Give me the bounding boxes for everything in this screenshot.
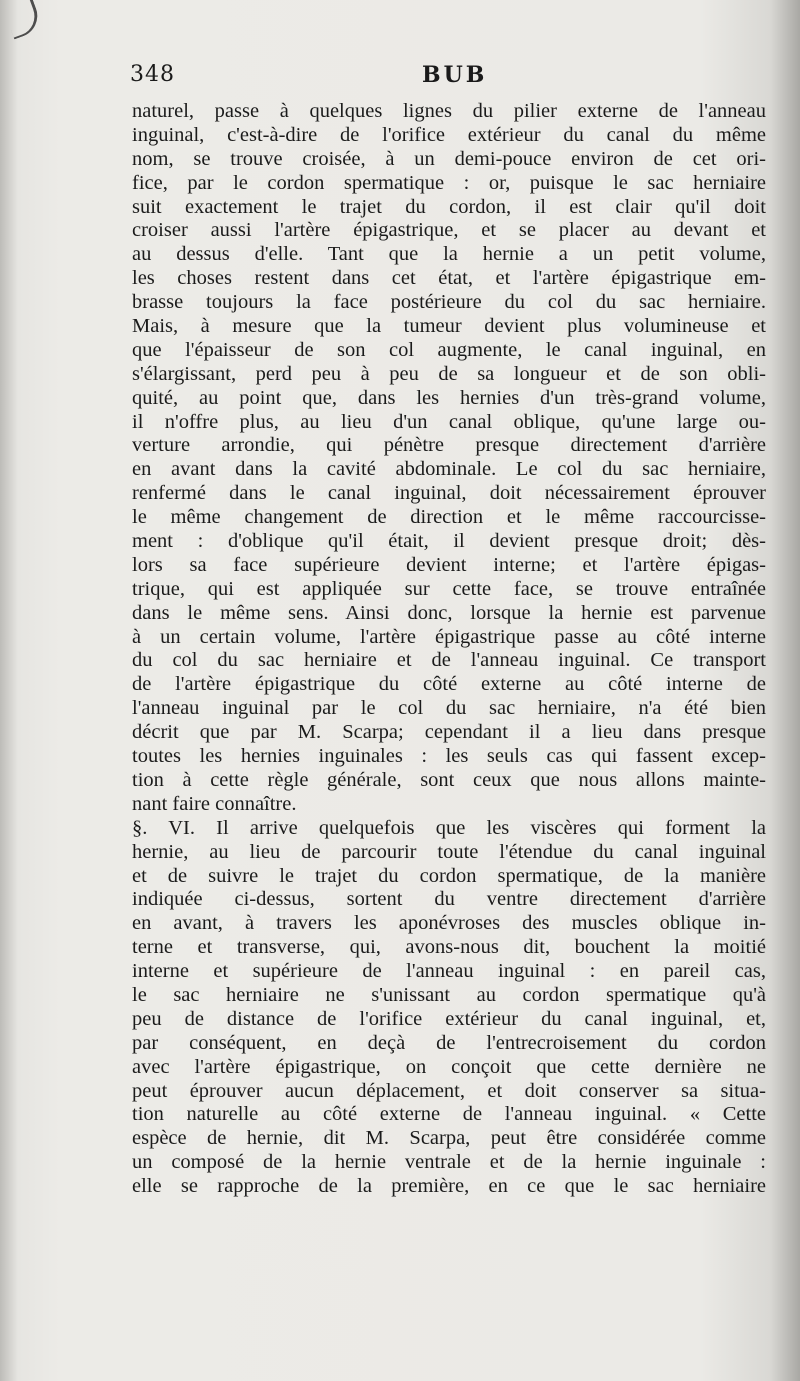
- corner-ink-mark: [0, 0, 43, 39]
- text-line: toutes les hernies inguinales : les seuls cas qui fassent excep-: [132, 745, 766, 768]
- text-line: avec l'artère épigastrique, on conçoit que cette dernière ne: [132, 1055, 766, 1078]
- paragraph-last-line: nant faire connaître.: [132, 792, 297, 815]
- text-line: à un certain volume, l'artère épigastrique passe au côté interne: [132, 625, 766, 648]
- text-line: inguinal, c'est-à-dire de l'orifice extérieur du canal du même: [132, 123, 766, 146]
- text-line: naturel, passe à quelques lignes du pilier externe de l'anneau: [132, 100, 766, 122]
- text-line: peut éprouver aucun déplacement, et doit conserver sa situa-: [132, 1079, 766, 1102]
- text-line: les choses restent dans cet état, et l'artère épigastrique em-: [132, 267, 766, 290]
- page-number: 348: [130, 62, 175, 87]
- page-header: [130, 62, 770, 92]
- text-line: croiser aussi l'artère épigastrique, et se placer au devant et: [132, 219, 766, 242]
- text-line: §. VI. Il arrive quelquefois que les viscères qui forment la: [132, 816, 766, 839]
- text-line: elle se rapproche de la première, en ce que le sac herniaire: [132, 1175, 766, 1198]
- text-line: et de suivre le trajet du cordon spermatique, de la manière: [132, 864, 766, 887]
- text-line: Mais, à mesure que la tumeur devient plus volumineuse et: [132, 315, 766, 338]
- text-line: dans le même sens. Ainsi donc, lorsque la hernie est parvenue: [132, 601, 766, 624]
- text-line: peu de distance de l'orifice extérieur du canal inguinal, et,: [132, 1007, 766, 1030]
- text-line: décrit que par M. Scarpa; cependant il a lieu dans presque: [132, 721, 766, 744]
- text-line: il n'offre plus, au lieu d'un canal oblique, qu'une large ou-: [132, 410, 766, 433]
- text-line: espèce de hernie, dit M. Scarpa, peut être considérée comme: [132, 1127, 766, 1150]
- text-line: le même changement de direction et le même raccourcisse-: [132, 506, 766, 529]
- text-line: en avant, à travers les aponévroses des muscles oblique in-: [132, 912, 766, 935]
- text-line: quité, au point que, dans les hernies d'un très-grand volume,: [132, 386, 766, 409]
- text-line: interne et supérieure de l'anneau inguinal : en pareil cas,: [132, 960, 766, 983]
- text-line: tion à cette règle générale, sont ceux que nous allons mainte-: [132, 768, 766, 791]
- text-line: l'anneau inguinal par le col du sac herniaire, n'a été bien: [132, 697, 766, 720]
- text-line: de l'artère épigastrique du côté externe au côté interne de: [132, 673, 766, 696]
- text-line: verture arrondie, qui pénètre presque directement d'arrière: [132, 434, 766, 457]
- text-line: le sac herniaire ne s'unissant au cordon spermatique qu'à: [132, 983, 766, 1006]
- text-line: indiquée ci-dessus, sortent du ventre directement d'arrière: [132, 888, 766, 911]
- text-line: du col du sac herniaire et de l'anneau inguinal. Ce transport: [132, 649, 766, 672]
- text-line: en avant dans la cavité abdominale. Le col du sac herniaire,: [132, 458, 766, 481]
- text-line: nom, se trouve croisée, à un demi-pouce environ de cet ori-: [132, 147, 766, 170]
- text-line: par conséquent, en deçà de l'entrecroisement du cordon: [132, 1031, 766, 1054]
- text-line: lors sa face supérieure devient interne; et l'artère épigas-: [132, 553, 766, 576]
- text-line: hernie, au lieu de parcourir toute l'étendue du canal inguinal: [132, 840, 766, 863]
- text-line: s'élargissant, perd peu à peu de sa longueur et de son obli-: [132, 362, 766, 385]
- text-line: un composé de la hernie ventrale et de la hernie inguinale :: [132, 1151, 766, 1174]
- text-line: au dessus d'elle. Tant que la hernie a un petit volume,: [132, 243, 766, 266]
- text-line: fice, par le cordon spermatique : or, puisque le sac herniaire: [132, 171, 766, 194]
- text-line: ment : d'oblique qu'il était, il devient presque droit; dès-: [132, 530, 766, 553]
- text-line: tion naturelle au côté externe de l'anneau inguinal. « Cette: [132, 1103, 766, 1126]
- text-line: trique, qui est appliquée sur cette face, se trouve entraînée: [132, 577, 766, 600]
- body-text: [132, 100, 766, 1199]
- text-line: terne et transverse, qui, avons-nous dit, bouchent la moitié: [132, 936, 766, 959]
- text-line: brasse toujours la face postérieure du col du sac herniaire.: [132, 291, 766, 314]
- running-head: BUB: [422, 62, 488, 88]
- text-line: renfermé dans le canal inguinal, doit nécessairement éprouver: [132, 482, 766, 505]
- text-line: suit exactement le trajet du cordon, il est clair qu'il doit: [132, 195, 766, 218]
- text-line: que l'épaisseur de son col augmente, le canal inguinal, en: [132, 338, 766, 361]
